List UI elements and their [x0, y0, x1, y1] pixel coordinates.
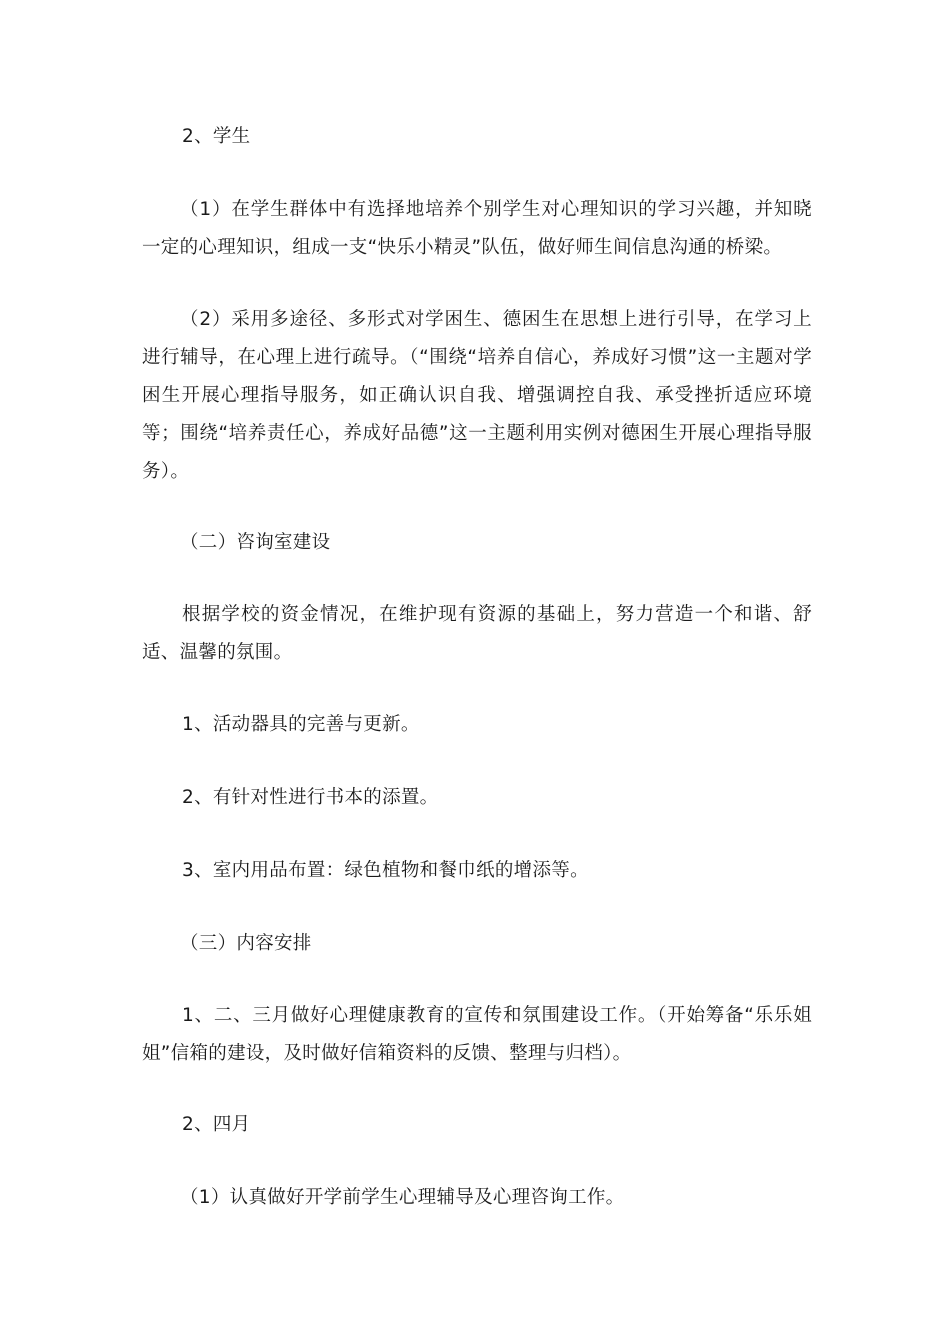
list-item-equipment: 1、活动器具的完善与更新。 [182, 714, 420, 735]
paragraph-counseling-room-intro: 根据学校的资金情况，在维护现有资源的基础上，努力营造一个和谐、舒适、温馨的氛围。 [142, 604, 812, 663]
list-item-books: 2、有针对性进行书本的添置。 [182, 787, 439, 808]
heading-counseling-room: （二）咨询室建设 [180, 532, 331, 553]
heading-april: 2、四月 [182, 1114, 251, 1135]
heading-content-arrangement: （三）内容安排 [180, 933, 312, 954]
paragraph-feb-march: 1、二、三月做好心理健康教育的宣传和氛围建设工作。（开始筹备“乐乐姐姐”信箱的建设，及时做好信箱资料的反馈、整理与归档）。 [142, 1005, 812, 1064]
list-item-supplies: 3、室内用品布置：绿色植物和餐巾纸的增添等。 [182, 860, 589, 881]
paragraph-april-item-1: （1）认真做好开学前学生心理辅导及心理咨询工作。 [180, 1187, 625, 1208]
paragraph-student-item-2: （2）采用多途径、多形式对学困生、德困生在思想上进行引导，在学习上进行辅导，在心理上进行疏导。（“围绕“培养自信心，养成好习惯”这一主题对学困生开展心理指导服务，如正确认识自我、增强调控自我、承受挫折适应环境等；围绕“培养责任心，养成好品德”这一主题利用实例对德困生开展心理指导服务）。 [142, 309, 812, 482]
heading-students: 2、学生 [182, 126, 251, 147]
paragraph-student-item-1: （1）在学生群体中有选择地培养个别学生对心理知识的学习兴趣，并知晓一定的心理知识，组成一支“快乐小精灵”队伍，做好师生间信息沟通的桥梁。 [142, 199, 812, 258]
